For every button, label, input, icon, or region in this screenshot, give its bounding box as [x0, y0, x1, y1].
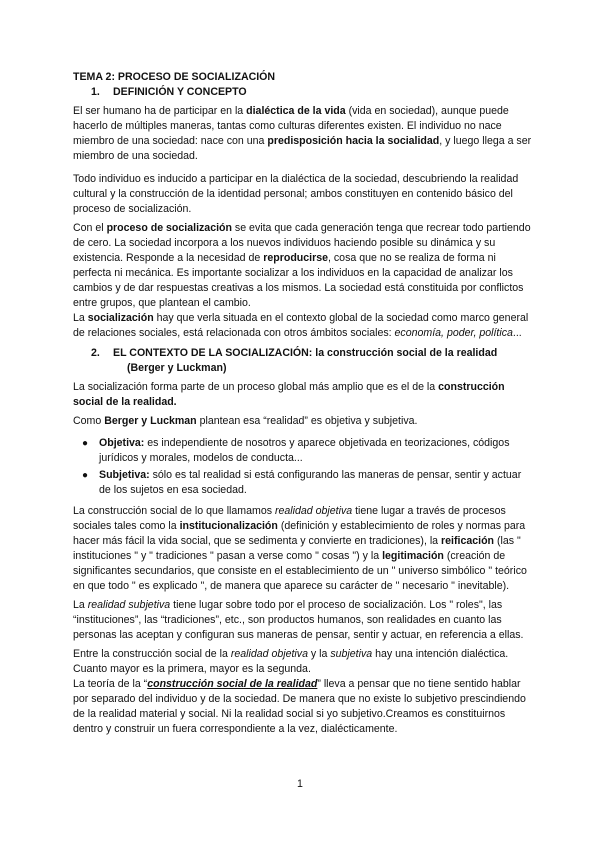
italic-realidad-objetiva: realidad objetiva	[274, 505, 353, 517]
text: ” lleva a pensar que no tiene sentido hablar por separado del individuo y de la sociedad. De manera que no existe lo subjetivo prescindiendo de la realidad material y social. Ni la realidad social si yo subjetivo.Creamos es constituirnos dentro y construir un fuera correspondiente a la vez, dialécticamente.	[73, 678, 526, 735]
italic-ambitos: economía, poder, política	[394, 327, 513, 339]
text: , y luego llega a ser miembro de una sociedad.	[73, 135, 532, 162]
paragraph-3	[73, 221, 533, 311]
list-item-subjetiva	[73, 468, 533, 498]
term-construccion-social-realidad: construcción social de la realidad	[147, 678, 318, 690]
term-dialectica: dialéctica de la vida	[246, 105, 346, 117]
text: La socialización forma parte de un proceso global más amplio que es el de la	[73, 381, 439, 393]
text: Entre la construcción social de la	[73, 648, 231, 660]
paragraph-1	[73, 104, 533, 164]
text: y la	[307, 648, 331, 660]
text: (creación de significantes secundarios, que consiste en el establecimiento de un " universo simbólico " teórico en que todo " es explicado ", de manera que aparece su carácter de " necesario " inevitable).	[73, 550, 527, 592]
term-berger-luckman: Berger y Luckman	[104, 415, 197, 427]
text: La	[73, 599, 88, 611]
paragraph-7	[73, 504, 533, 594]
term-legitimacion: legitimación	[382, 550, 444, 562]
paragraph-4	[73, 311, 533, 341]
italic-subjetiva: subjetiva	[330, 648, 373, 660]
section-2-subtitle: (Berger y Luckman)	[127, 362, 227, 374]
text: El ser humano ha de participar en la	[73, 105, 247, 117]
term-reificacion: reificación	[441, 535, 495, 547]
reality-types-list	[73, 436, 533, 498]
text: Con el	[73, 222, 107, 234]
italic-realidad-objetiva: realidad objetiva	[230, 648, 308, 660]
paragraph-8	[73, 598, 533, 643]
list-item-text: sólo es tal realidad si está configurando las maneras de pensar, sentir y actuar de los sujetos en esa sociedad.	[99, 469, 522, 496]
term-construccion-social: construcción social de la realidad.	[73, 381, 505, 408]
text: ...	[512, 327, 522, 339]
text: hay una intención dialéctica. Cuanto mayor es la primera, mayor es la segunda.	[73, 648, 509, 675]
section-1-title: DEFINICIÓN Y CONCEPTO	[113, 86, 247, 98]
term-predisposicion: predisposición hacia la socialidad	[267, 135, 440, 147]
text: hay que verla situada en el contexto global de la sociedad como marco general de relaciones sociales, está relacionada con otros ámbitos sociales:	[73, 312, 529, 339]
text: (vida en sociedad), aunque puede hacerlo de múltiples maneras, tantas como culturas diferentes existen. El individuo no nace miembro de una sociedad: nace con una	[73, 105, 509, 147]
bullet-icon: ●	[82, 438, 89, 449]
paragraph-9	[73, 647, 533, 677]
document-title: TEMA 2: PROCESO DE SOCIALIZACIÓN	[73, 71, 276, 83]
text: La construcción social de lo que llamamos	[73, 505, 275, 517]
text: Como	[73, 415, 105, 427]
document-body	[73, 70, 533, 737]
section-1-number: 1.	[91, 86, 100, 98]
term-socializacion: socialización	[87, 312, 154, 324]
list-item-label: Objetiva:	[99, 437, 145, 449]
section-2-heading	[73, 346, 533, 376]
bullet-icon: ●	[82, 470, 89, 481]
text: plantean esa “realidad” es objetiva y subjetiva.	[196, 415, 418, 427]
italic-realidad-subjetiva: realidad subjetiva	[87, 599, 171, 611]
section-2-number: 2.	[91, 347, 100, 359]
text: La teoría de la “	[73, 678, 148, 690]
page-number: 1	[297, 778, 303, 790]
text: (definición y establecimiento de roles y normas para hacer más fácil la vida social, que se sedimenta y convierte en tradiciones), la	[73, 520, 526, 547]
text: tiene lugar sobre todo por el proceso de socialización. Los " roles", las “instituciones”, las “tradiciones”, etc., son productos humanos, son realidades en cuanto las personas las aceptan y configuran sus maneras de pensar, sentir y actuar, en referencia a ellas.	[73, 599, 524, 641]
paragraph-5	[73, 380, 533, 410]
list-item-objetiva	[73, 436, 533, 466]
section-2-title: EL CONTEXTO DE LA SOCIALIZACIÓN: la construcción social de la realidad	[113, 347, 498, 359]
term-proceso-socializacion: proceso de socialización	[106, 222, 232, 234]
term-reproducirse: reproducirse	[263, 252, 328, 264]
list-item-label: Subjetiva:	[99, 469, 150, 481]
section-1-heading	[73, 85, 533, 100]
text: se evita que cada generación tenga que recrear todo partiendo de cero. La sociedad incorpora a los nuevos individuos haciendo posible su dinámica y su existencia. Responde a la necesidad de	[73, 222, 531, 264]
text: (las " instituciones " y " tradiciones " pasan a verse como " cosas ") y la	[73, 535, 521, 562]
list-item-text: es independiente de nosotros y aparece objetivada en teorizaciones, códigos jurídicos y morales, modelos de conducta...	[99, 437, 510, 464]
paragraph-10	[73, 677, 533, 737]
text: tiene lugar a través de procesos sociales tales como la	[73, 505, 506, 532]
paragraph-6	[73, 414, 533, 429]
text: , cosa que no se realiza de forma ni perfecta ni mecánica. Es importante socializar a los individuos en la capacidad de analizar los cambios y de dar respuestas creativas a los mismos. La sociedad está constituida por conflictos entre grupos, que plantean el cambio.	[73, 252, 524, 309]
term-institucionalizacion: institucionalización	[179, 520, 278, 532]
paragraph-2: Todo individuo es inducido a participar en la dialéctica de la sociedad, descubriendo la realidad cultural y la construcción de la identidad personal; ambos constituyen en contenido básico del proceso de socialización.	[73, 173, 519, 215]
text: La	[73, 312, 88, 324]
